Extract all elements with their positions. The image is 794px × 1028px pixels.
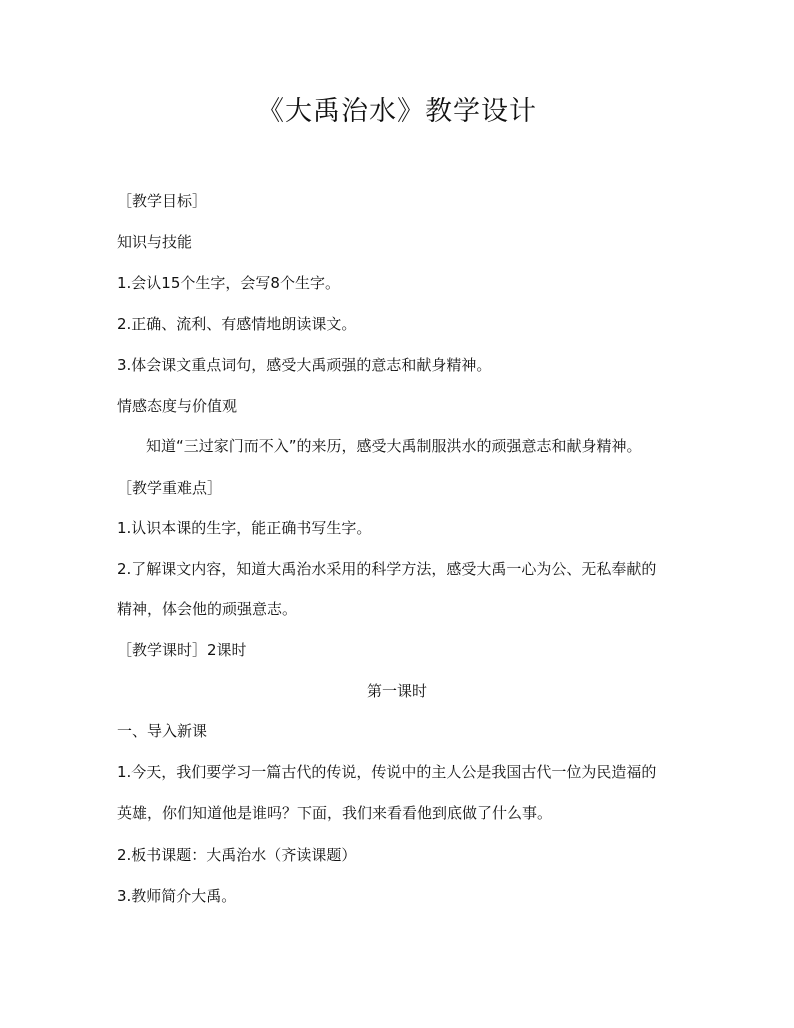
keypoints-item-2-line2: 精神，体会他的顽强意志。 <box>117 600 298 618</box>
section1-item1-line1: 1.今天，我们要学习一篇古代的传说，传说中的主人公是我国古代一位为民造福的 <box>117 763 657 781</box>
emotion-text: 知道“三过家门而不入”的来历，感受大禹制服洪水的顽强意志和献身精神。 <box>146 437 642 455</box>
knowledge-item-3: 3.体会课文重点词句，感受大禹顽强的意志和献身精神。 <box>117 356 492 374</box>
keypoints-item-1: 1.认识本课的生字，能正确书写生字。 <box>117 519 372 537</box>
knowledge-heading: 知识与技能 <box>117 233 193 251</box>
knowledge-item-2: 2.正确、流利、有感情地朗读课文。 <box>117 315 357 333</box>
keypoints-heading: ［教学重难点］ <box>117 479 223 497</box>
class-hours: ［教学课时］2课时 <box>117 641 247 659</box>
lesson-heading: 第一课时 <box>366 682 427 700</box>
knowledge-item-1: 1.会认15个生字，会写8个生字。 <box>117 274 340 292</box>
section1-heading: 一、导入新课 <box>117 722 208 740</box>
emotion-heading: 情感态度与价值观 <box>117 397 238 415</box>
document-title: 《大禹治水》教学设计 <box>257 96 537 127</box>
objectives-heading: ［教学目标］ <box>117 192 208 210</box>
section1-item1-line2: 英雄，你们知道他是谁吗？下面，我们来看看他到底做了什么事。 <box>117 804 553 822</box>
section1-item2: 2.板书课题：大禹治水（齐读课题） <box>117 846 357 864</box>
keypoints-item-2-line1: 2.了解课文内容，知道大禹治水采用的科学方法，感受大禹一心为公、无私奉献的 <box>117 560 657 578</box>
section1-item3: 3.教师简介大禹。 <box>117 887 237 905</box>
